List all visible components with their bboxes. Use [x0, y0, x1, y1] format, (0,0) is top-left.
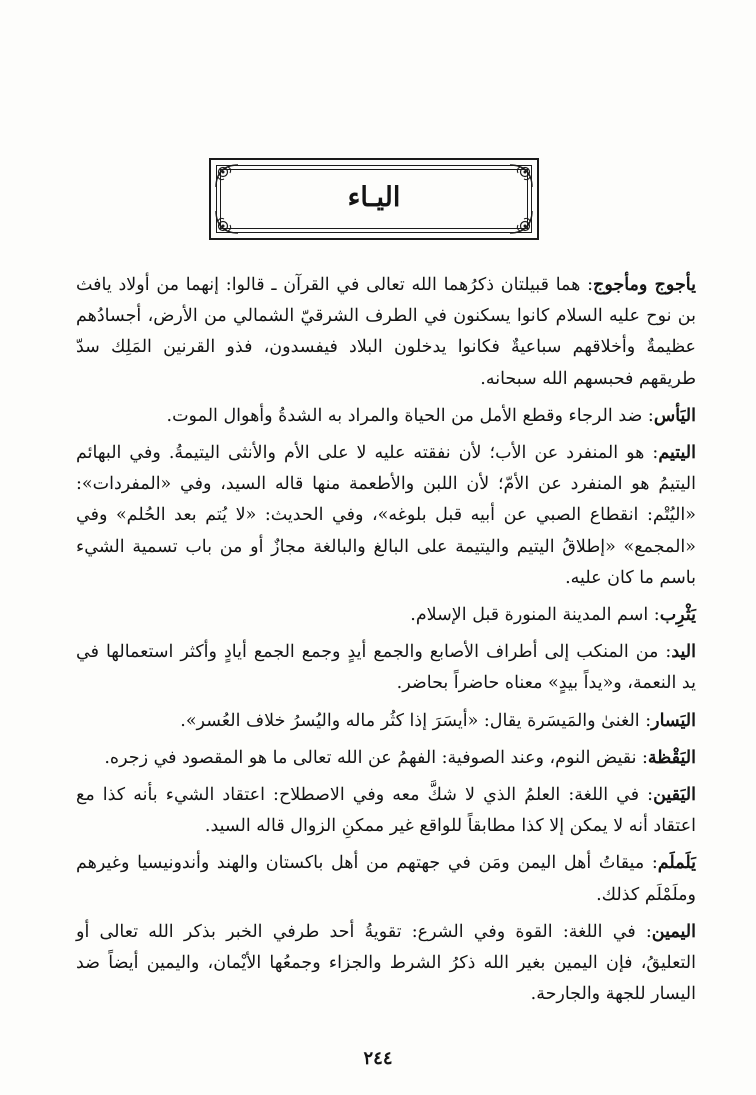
entry-term: اليمين: [651, 921, 696, 942]
entry-definition: : هما قبيلتان ذكرُهما الله تعالى في القرآن ـ قالوا: إنهما من أولاد يافث بن نوح عليه السلام كانوا يسكنون في الطرف الشرقيّ الشمالي من الأرض، أجسادُهم عظيمةٌ وأخلاقهم سباعيةٌ فكانوا يدخلون البلاد فيفسدون، فذو القرنين المَلِك سدّ طريقهم فحبسهم الله سبحانه.: [76, 275, 696, 389]
entry-al-yaqin: [76, 780, 696, 842]
entry-al-yas: [76, 401, 696, 432]
entry-term: اليد: [671, 642, 696, 663]
entry-term: اليَسار: [651, 710, 696, 731]
entry-term: يَثْرِب: [659, 605, 696, 626]
entry-term: يَلَملَم: [657, 853, 696, 874]
entry-yalamlam: [76, 848, 696, 910]
entry-yajuj-majuj: [76, 270, 696, 395]
entry-definition: : نقيض النوم، وعند الصوفية: الفهمُ عن الله تعالى ما هو المقصود في زجره.: [104, 747, 648, 768]
entry-definition: : في اللغة: القوة وفي الشرع: تقويةُ أحد طرفي الخبر بذكر الله تعالى أو التعليقُ، فإن اليمين بغير الله ذكرُ الشرط والجزاء وجمعُها الأيْمان، واليمين أيضاً ضد اليسار للجهة والجارحة.: [76, 921, 696, 1005]
entry-al-yamin: [76, 917, 696, 1011]
page-number: ٢٤٤: [363, 1048, 393, 1069]
entry-definition: : من المنكب إلى أطراف الأصابع والجمع أيدٍ وجمع الجمع أيادٍ وأكثر استعمالها في يد النعمة، و«يداً بيدٍ» معناه حاضراً بحاضر.: [76, 642, 696, 694]
dictionary-entries: [76, 270, 696, 1016]
chapter-header-frame: [209, 158, 539, 240]
entry-al-yad: [76, 637, 696, 699]
entry-al-yatim: [76, 438, 696, 594]
entry-term: اليَقين: [653, 785, 696, 806]
entry-term: يأجوج ومأجوج: [593, 275, 696, 295]
entry-term: اليَقْظة: [647, 747, 696, 768]
entry-definition: : ضد الرجاء وقطع الأمل من الحياة والمراد به الشدةُ وأهوال الموت.: [166, 405, 654, 426]
entry-term: اليَأس: [653, 405, 696, 426]
entry-definition: : في اللغة: العلمُ الذي لا شكَّ معه وفي الاصطلاح: اعتقاد الشيء بأنه كذا مع اعتقاد أنه لا يمكن إلا كذا مطابقاً للواقع غير ممكنِ الزوال قاله السيد.: [76, 785, 696, 837]
entry-definition: : الغنىٰ والمَيسَرة يقال: «أيسَرَ إذا كثُر ماله واليُسرُ خلاف العُسر».: [180, 710, 652, 731]
entry-definition: : ميقاتُ أهل اليمن ومَن في جهتهم من أهل باكستان والهند وأندونيسيا وغيرهم وملَمْلَم كذلك.: [76, 853, 696, 905]
entry-al-yaqza: [76, 743, 696, 774]
chapter-title: اليـاء: [347, 182, 401, 213]
entry-term: اليتيم: [658, 443, 696, 464]
entry-yathrib: [76, 600, 696, 631]
entry-definition: : هو المنفرد عن الأب؛ لأن نفقته عليه لا على الأم والأنثى اليتيمةُ. وفي البهائم اليتيمُ هو المنفرد عن الأمّ؛ لأن اللبن والأطعمة منها قاله السيد، وفي «المفردات»: «اليُتْم: انقطاع الصبي عن أبيه قبل بلوغه»، وفي الحديث: «لا يُتم بعد الحُلم» وفي «المجمع» «إطلاقُ اليتيم واليتيمة على البالغ والبالغة مجازٌ أو من باب تسمية الشيء باسم ما كان عليه.: [76, 443, 696, 588]
entry-definition: : اسم المدينة المنورة قبل الإسلام.: [410, 605, 660, 626]
entry-al-yasar: [76, 706, 696, 737]
